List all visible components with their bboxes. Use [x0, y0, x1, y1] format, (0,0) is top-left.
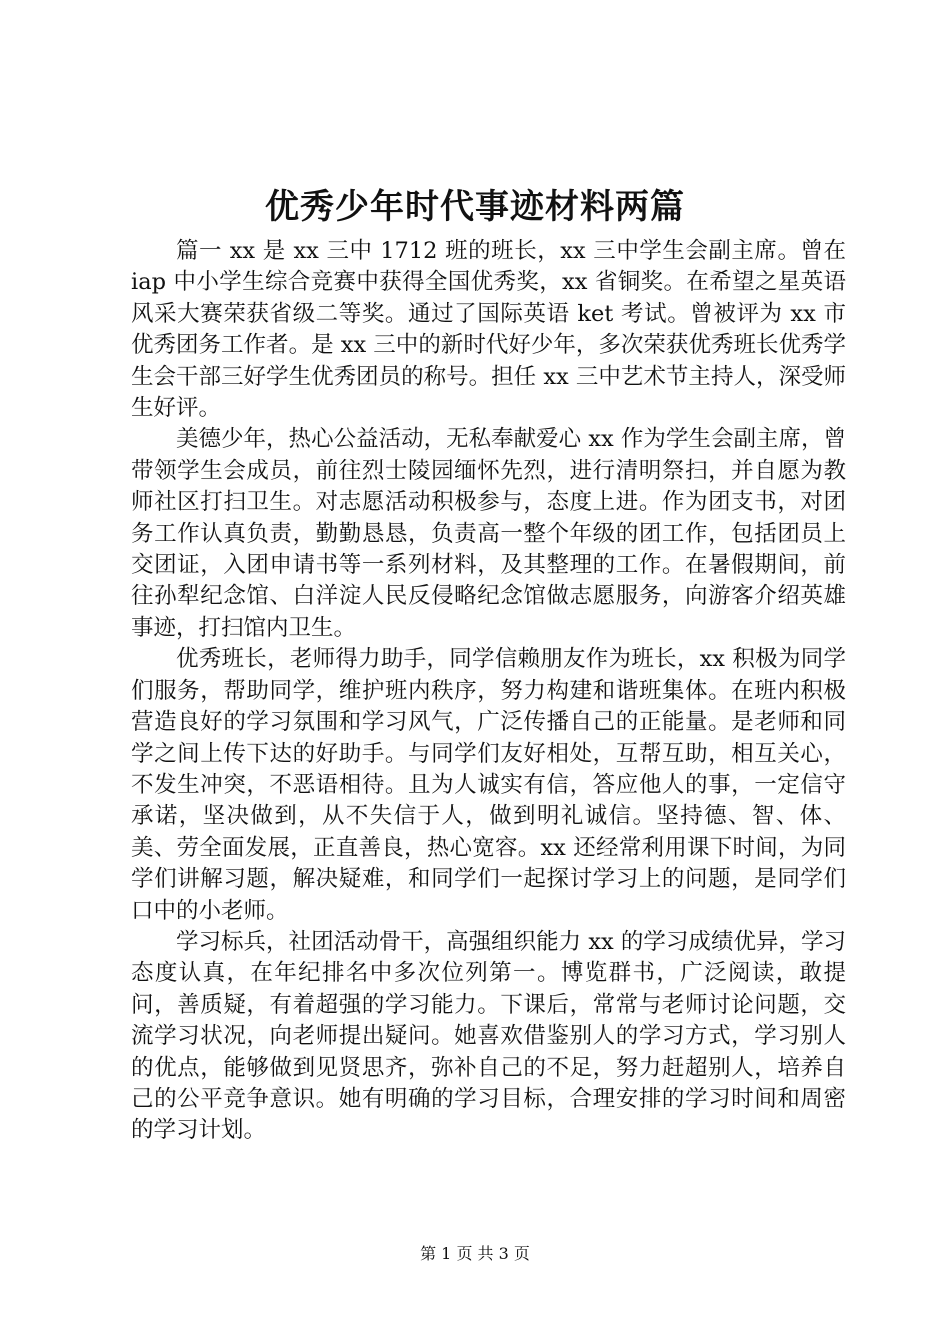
page-footer: 第 1 页 共 3 页 — [420, 1244, 530, 1263]
paragraph: 优秀班长，老师得力助手，同学信赖朋友作为班长，xx 积极为同学们服务，帮助同学，维护班内秩序，努力构建和谐班集体。在班内积极营造良好的学习氛围和学习风气，广泛传播自己的正能量。是老师和同学之间上传下达的好助手。与同学们友好相处，互帮互助，相互关心，不发生冲突，不恶语相待。且为人诚实有信，答应他人的事，一定信守承诺，坚决做到，从不失信于人，做到明礼诚信。坚持德、智、体、美、劳全面发展，正直善良，热心宽容。xx 还经常利用课下时间，为同学们讲解习题，解决疑难，和同学们一起探讨学习上的问题，是同学们口中的小老师。 — [131, 646, 846, 924]
document-title: 优秀少年时代事迹材料两篇 — [265, 187, 685, 227]
paragraph: 篇一 xx 是 xx 三中 1712 班的班长，xx 三中学生会副主席。曾在 iap 中小学生综合竞赛中获得全国优秀奖，xx 省铜奖。在希望之星英语风采大赛荣获省级二等奖。通过了国际英语 ket 考试。曾被评为 xx 市优秀团务工作者。是 xx 三中的新时代好少年，多次荣获优秀班长优秀学生会干部三好学生优秀团员的称号。担任 xx 三中艺术节主持人，深受师生好评。 — [131, 238, 846, 422]
paragraph: 美德少年，热心公益活动，无私奉献爱心 xx 作为学生会副主席，曾带领学生会成员，前往烈士陵园缅怀先烈，进行清明祭扫，并自愿为教师社区打扫卫生。对志愿活动积极参与，态度上进。作为团支书，对团务工作认真负责，勤勤恳恳，负责高一整个年级的团工作，包括团员上交团证，入团申请书等一系列材料，及其整理的工作。在暑假期间，前往孙犁纪念馆、白洋淀人民反侵略纪念馆做志愿服务，向游客介绍英雄事迹，打扫馆内卫生。 — [131, 426, 846, 641]
document-body — [131, 236, 846, 1147]
paragraph: 学习标兵，社团活动骨干，高强组织能力 xx 的学习成绩优异，学习态度认真，在年纪排名中多次位列第一。博览群书，广泛阅读，敢提问，善质疑，有着超强的学习能力。下课后，常常与老师讨论问题，交流学习状况，向老师提出疑问。她喜欢借鉴别人的学习方式，学习别人的优点，能够做到见贤思齐，弥补自己的不足，努力赶超别人，培养自己的公平竞争意识。她有明确的学习目标，合理安排的学习时间和周密的学习计划。 — [131, 928, 846, 1144]
